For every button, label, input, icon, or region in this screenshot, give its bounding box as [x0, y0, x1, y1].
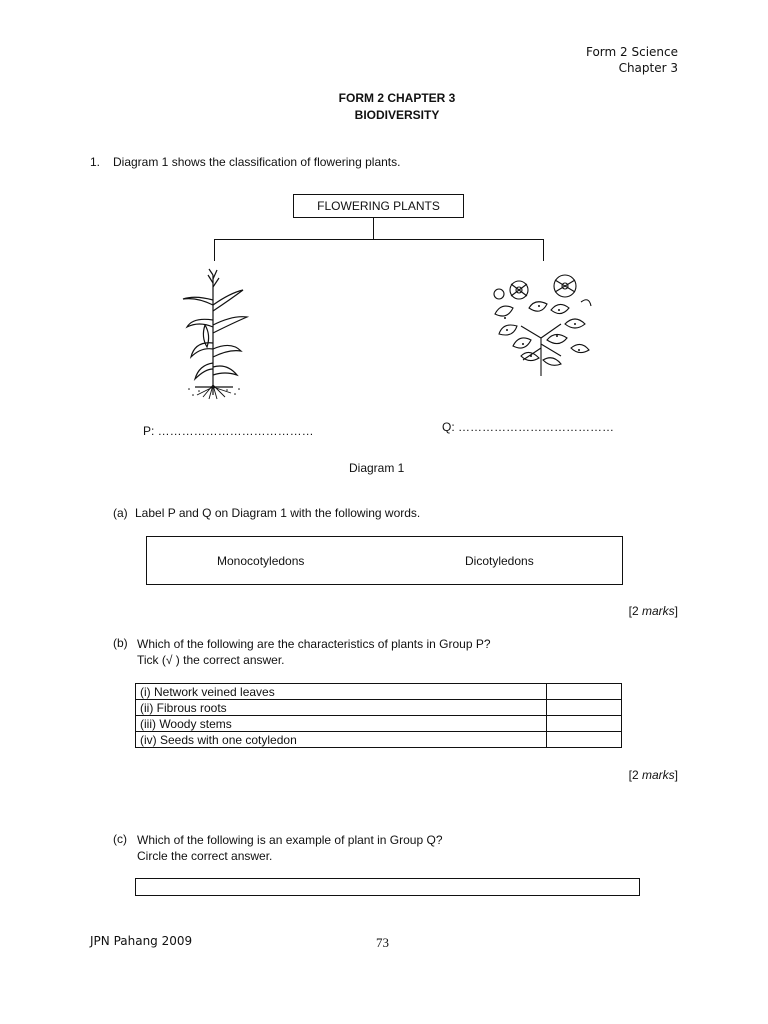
marks-close: ]: [674, 604, 678, 618]
marks-word: marks: [641, 768, 675, 782]
question-number: 1.: [90, 155, 101, 169]
part-a-label: (a): [113, 506, 128, 520]
part-c-question: Which of the following is an example of plant in Group Q?: [137, 833, 443, 847]
part-b-question: Which of the following are the characteristics of plants in Group P?: [137, 637, 491, 651]
label-p-blank[interactable]: P: …………………………………: [143, 424, 314, 438]
title-topic: BIODIVERSITY: [354, 108, 440, 122]
diagram-branch-right: [543, 239, 544, 261]
title-chapter: FORM 2 CHAPTER 3: [338, 91, 456, 105]
footer-source: JPN Pahang 2009: [90, 934, 193, 948]
word-dicotyledons: Dicotyledons: [465, 554, 534, 568]
question-intro: Diagram 1 shows the classification of flowering plants.: [113, 155, 401, 169]
table-row: [136, 716, 622, 732]
table-row: [136, 684, 622, 700]
tick-cell[interactable]: [547, 700, 622, 716]
option-text: (i) Network veined leaves: [136, 684, 547, 700]
document-title: [0, 90, 768, 124]
option-text: (iii) Woody stems: [136, 716, 547, 732]
part-a-text: Label P and Q on Diagram 1 with the following words.: [135, 506, 421, 520]
marks-open: [2: [628, 604, 642, 618]
diagram-root-box: [293, 194, 464, 218]
word-monocotyledons: Monocotyledons: [217, 554, 305, 568]
part-b-label: (b): [113, 636, 128, 650]
marks-close: ]: [674, 768, 678, 782]
tick-cell[interactable]: [547, 732, 622, 748]
diagram-caption: Diagram 1: [349, 461, 405, 475]
tick-cell[interactable]: [547, 684, 622, 700]
part-b-text: [137, 636, 491, 668]
header-subject: Form 2 Science: [585, 45, 678, 59]
label-q-blank[interactable]: Q: …………………………………: [442, 420, 615, 434]
word-bank-box: [146, 536, 623, 585]
option-text: (ii) Fibrous roots: [136, 700, 547, 716]
part-c-instruction: Circle the correct answer.: [137, 849, 273, 863]
part-b-marks: [629, 768, 678, 782]
diagram-connector-horizontal: [214, 239, 544, 240]
part-b-instruction: Tick (√ ) the correct answer.: [137, 653, 285, 667]
table-row: [136, 700, 622, 716]
part-c-text: [137, 832, 443, 864]
marks-word: marks: [641, 604, 675, 618]
option-text: (iv) Seeds with one cotyledon: [136, 732, 547, 748]
characteristics-table: [135, 683, 622, 748]
page-number: 73: [376, 935, 389, 950]
diagram-root-label: FLOWERING PLANTS: [317, 199, 440, 213]
marks-open: [2: [628, 768, 642, 782]
table-row: [136, 732, 622, 748]
answer-options-box[interactable]: [135, 878, 640, 896]
diagram-branch-left: [214, 239, 215, 261]
diagram-connector-vertical: [373, 217, 374, 239]
part-a-marks: [629, 604, 678, 618]
header-chapter: Chapter 3: [618, 61, 678, 75]
header-course-info: [586, 44, 678, 76]
tick-cell[interactable]: [547, 716, 622, 732]
maize-plant-illustration: [175, 265, 255, 400]
part-c-label: (c): [113, 832, 127, 846]
hibiscus-plant-illustration: [485, 268, 597, 380]
